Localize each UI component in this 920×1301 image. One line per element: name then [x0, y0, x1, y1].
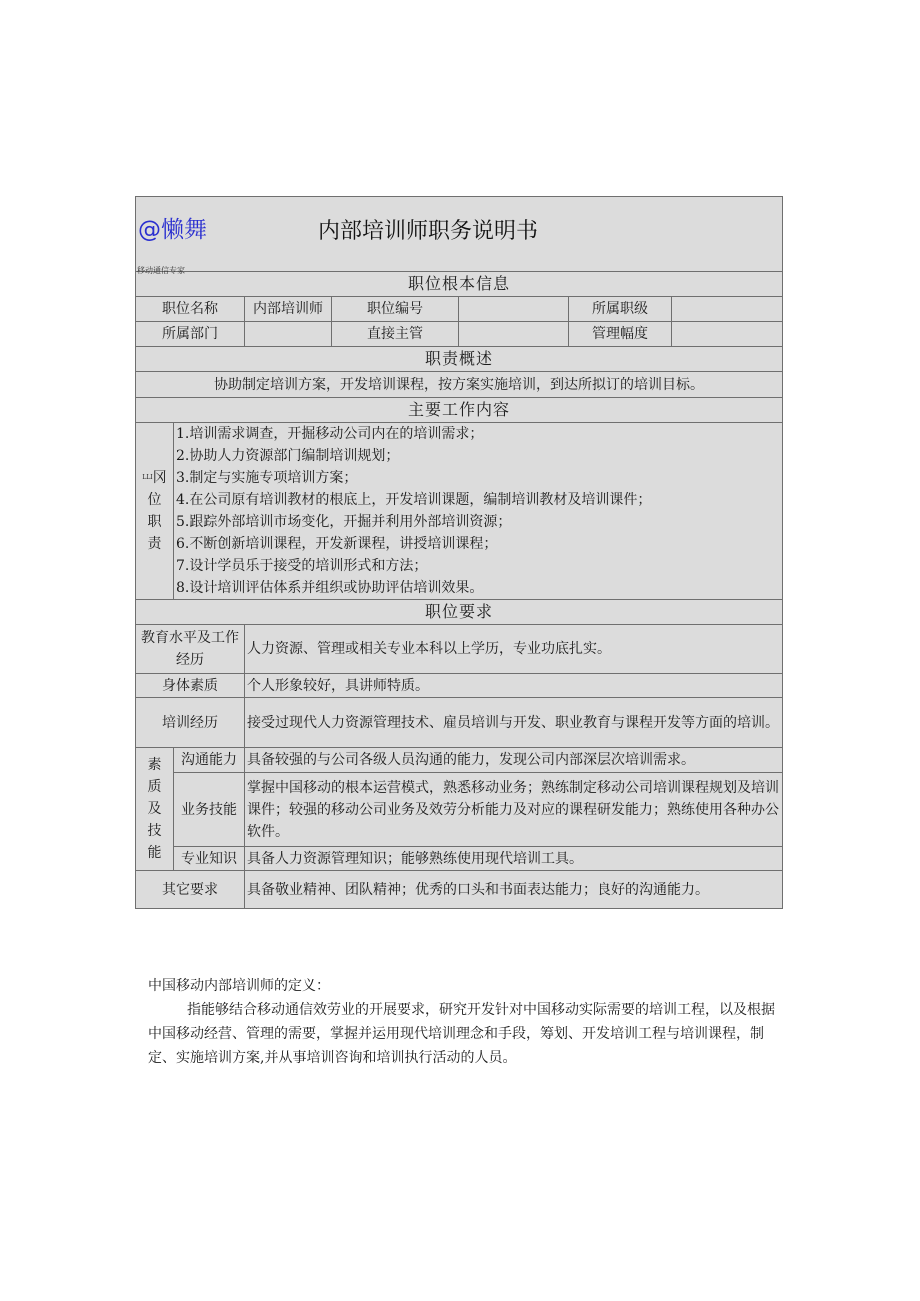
physical-label: 身体素质: [136, 674, 245, 698]
education-value: 人力资源、管理或相关专业本科以上学历，专业功底扎实。: [245, 625, 783, 674]
quality-skills-label: [136, 748, 174, 871]
quality-char: 能: [147, 845, 162, 861]
communication-label: 沟通能力: [174, 748, 245, 773]
training-label: 培训经历: [136, 698, 245, 748]
duty-item: 1.培训需求调查，开掘移动公司内在的培训需求；: [176, 426, 484, 442]
company-logo: @懒舞: [138, 217, 207, 243]
quality-char: 技: [147, 823, 162, 839]
definition-body: 指能够结合移动通信效劳业的开展要求，研究开发针对中国移动实际需要的培训工程，以及根据中国移动经营、管理的需要，掌握并运用现代培训理念和手段，筹划、开发培训工程与培训课程，制定、实施培训方案,并从事培训咨询和培训执行活动的人员。: [148, 1002, 775, 1066]
other-value: 具备敬业精神、团队精神；优秀的口头和书面表达能力；良好的沟通能力。: [245, 871, 783, 909]
side-label-char: 冈: [152, 470, 167, 486]
department-label: 所属部门: [136, 322, 245, 347]
document-title: 内部培训师职务说明书: [318, 219, 539, 244]
duty-item: 3.制定与实施专项培训方案；: [176, 470, 358, 486]
training-value: 接受过现代人力资源管理技术、雇员培训与开发、职业教育与课程开发等方面的培训。: [245, 698, 783, 748]
logo-subtitle: 移动通信专家: [137, 266, 185, 275]
other-label: 其它要求: [136, 871, 245, 909]
duty-item: 6.不断创新培训课程，开发新课程，讲授培训课程；: [176, 536, 498, 552]
side-label-char: 位: [147, 492, 162, 508]
definition-heading: 中国移动内部培训师的定义：: [148, 978, 330, 994]
communication-value: 具备较强的与公司各级人员沟通的能力，发现公司内部深层次培训需求。: [245, 748, 783, 773]
knowledge-value: 具备人力资源管理知识；能够熟练使用现代培训工具。: [245, 847, 783, 871]
duty-item: 2.协助人力资源部门编制培训规划；: [176, 448, 400, 464]
section-overview: 职责概述: [136, 347, 783, 372]
duties-list: [174, 423, 783, 600]
quality-char: 素: [147, 757, 162, 773]
knowledge-label: 专业知识: [174, 847, 245, 871]
quality-char: 及: [147, 801, 162, 817]
business-value: 掌握中国移动的根本运营模式，熟悉移动业务；熟练制定移动公司培训课程规划及培训课件；较强的移动公司业务及效劳分析能力及对应的课程研发能力；熟练使用各种办公软件。: [245, 773, 783, 847]
side-label-char: 职: [147, 514, 162, 530]
department-value: [245, 322, 332, 347]
duty-item: 8.设计培训评估体系并组织或协助评估培训效果。: [176, 580, 484, 596]
supervisor-label: 直接主管: [332, 322, 459, 347]
span-label: 管理幅度: [569, 322, 672, 347]
span-value: [672, 322, 783, 347]
level-value: [672, 297, 783, 322]
overview-text: 协助制定培训方案，开发培训课程，按方案实施培训，到达所拟订的培训目标。: [136, 372, 783, 398]
business-label: 业务技能: [174, 773, 245, 847]
definition-notes: [148, 974, 784, 1070]
position-code-label: 职位编号: [332, 297, 459, 322]
job-description-table: [135, 196, 783, 909]
physical-value: 个人形象较好，具讲师特质。: [245, 674, 783, 698]
side-label-tiny: LLI: [142, 474, 153, 481]
header-cell: [136, 197, 783, 275]
section-main-work: 主要工作内容: [136, 398, 783, 423]
section-requirements: 职位要求: [136, 600, 783, 625]
level-label: 所属职级: [569, 297, 672, 322]
duty-item: 7.设计学员乐于接受的培训形式和方法；: [176, 558, 428, 574]
position-code-value: [459, 297, 569, 322]
section-basic-info: 职位根本信息: [136, 272, 783, 297]
supervisor-value: [459, 322, 569, 347]
education-label: 教育水平及工作经历: [136, 625, 245, 674]
quality-char: 质: [147, 779, 162, 795]
duty-item: 5.跟踪外部培训市场变化，开掘并利用外部培训资源；: [176, 514, 512, 530]
duties-side-label: [136, 423, 174, 600]
side-label-char: 责: [147, 536, 162, 552]
position-name-label: 职位名称: [136, 297, 245, 322]
duty-item: 4.在公司原有培训教材的根底上，开发培训课题，编制培训教材及培训课件；: [176, 492, 652, 508]
position-name-value: 内部培训师: [245, 297, 332, 322]
